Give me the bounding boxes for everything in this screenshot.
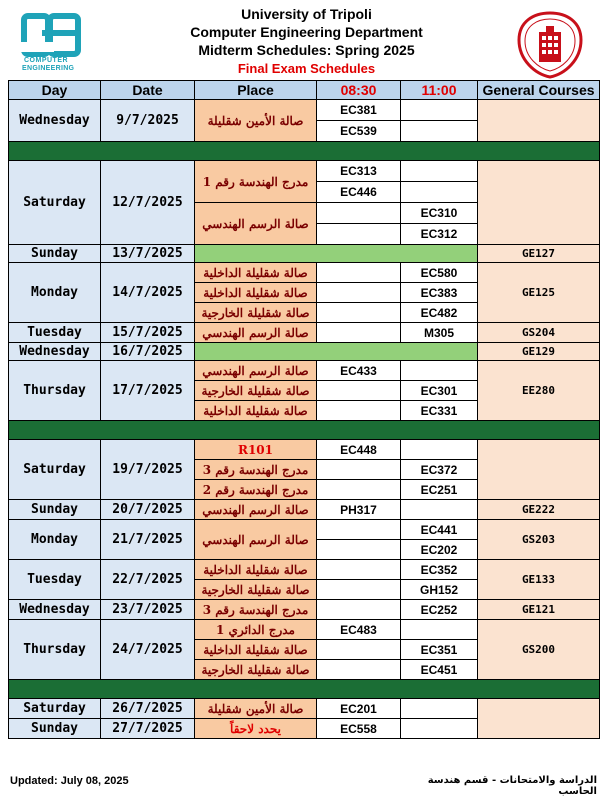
course-cell (401, 699, 478, 719)
course-cell (401, 719, 478, 739)
general-course-cell: GE121 (478, 600, 600, 620)
day-cell: Sunday (9, 719, 101, 739)
general-course-cell: GS203 (478, 520, 600, 560)
general-course-cell: GS200 (478, 620, 600, 680)
general-course-cell: EE280 (478, 361, 600, 421)
date-cell: 20/7/2025 (101, 500, 195, 520)
date-cell: 23/7/2025 (101, 600, 195, 620)
course-cell (401, 361, 478, 381)
table-row (9, 361, 600, 381)
course-cell (401, 500, 478, 520)
course-cell: M305 (401, 323, 478, 343)
table-row (9, 100, 600, 121)
table-row (9, 161, 600, 182)
place-cell: مدرج الهندسة رقم 1 (195, 161, 317, 203)
course-cell (317, 283, 401, 303)
date-cell: 12/7/2025 (101, 161, 195, 245)
course-cell: EC433 (317, 361, 401, 381)
course-cell: EC252 (401, 600, 478, 620)
course-cell (401, 100, 478, 121)
place-cell: صالة الرسم الهندسي (195, 520, 317, 560)
course-cell: EC331 (401, 401, 478, 421)
table-row (9, 500, 600, 520)
place-cell: R101 (195, 440, 317, 460)
date-cell: 17/7/2025 (101, 361, 195, 421)
place-cell: صالة الرسم الهندسي (195, 203, 317, 245)
university-name: University of Tripoli (241, 6, 372, 22)
course-cell (317, 640, 401, 660)
date-cell: 26/7/2025 (101, 699, 195, 719)
header-day: Day (9, 81, 101, 100)
course-cell (317, 600, 401, 620)
table-row (9, 699, 600, 719)
date-cell: 16/7/2025 (101, 343, 195, 361)
general-course-cell: GE127 (478, 245, 600, 263)
course-cell (401, 440, 478, 460)
course-cell (401, 182, 478, 203)
course-cell (317, 580, 401, 600)
header-date: Date (101, 81, 195, 100)
course-cell (317, 540, 401, 560)
course-cell: EC482 (401, 303, 478, 323)
course-cell: EC312 (401, 224, 478, 245)
table-header-row (9, 81, 600, 100)
table-row (9, 323, 600, 343)
place-cell: صالة شقليلة الداخلية (195, 560, 317, 580)
course-cell: PH317 (317, 500, 401, 520)
course-cell: EC580 (401, 263, 478, 283)
place-cell: صالة الرسم الهندسي (195, 500, 317, 520)
table-row (9, 343, 600, 361)
day-cell: Saturday (9, 440, 101, 500)
no-exam-cell (195, 343, 478, 361)
place-cell: صالة الأمين شقليلة (195, 100, 317, 142)
date-cell: 9/7/2025 (101, 100, 195, 142)
course-cell: EC351 (401, 640, 478, 660)
course-cell: EC448 (317, 440, 401, 460)
place-cell: صالة الرسم الهندسي (195, 361, 317, 381)
course-cell (317, 560, 401, 580)
week-separator (9, 421, 600, 440)
day-cell: Saturday (9, 699, 101, 719)
date-cell: 19/7/2025 (101, 440, 195, 500)
course-cell (317, 660, 401, 680)
general-course-cell: GE125 (478, 263, 600, 323)
place-cell: صالة شقليلة الداخلية (195, 263, 317, 283)
place-cell: صالة شقليلة الخارجية (195, 660, 317, 680)
general-course-cell: GE222 (478, 500, 600, 520)
table-row (9, 440, 600, 460)
schedule-term: Midterm Schedules: Spring 2025 (198, 42, 415, 58)
table-row (9, 600, 600, 620)
header-place: Place (195, 81, 317, 100)
day-cell: Sunday (9, 245, 101, 263)
course-cell (317, 480, 401, 500)
updated-date: Updated: July 08, 2025 (10, 775, 129, 787)
day-cell: Thursday (9, 620, 101, 680)
course-cell: EC372 (401, 460, 478, 480)
place-cell: مدرج الهندسة رقم 2 (195, 480, 317, 500)
course-cell (317, 381, 401, 401)
place-cell: صالة الأمين شقليلة (195, 699, 317, 719)
general-course-cell: GE129 (478, 343, 600, 361)
department-footer: الدراسة والامتحانات - قسم هندسة الحاسب (427, 775, 597, 797)
course-cell: EC201 (317, 699, 401, 719)
table-row (9, 560, 600, 580)
date-cell: 13/7/2025 (101, 245, 195, 263)
course-cell: EC558 (317, 719, 401, 739)
day-cell: Thursday (9, 361, 101, 421)
day-cell: Sunday (9, 500, 101, 520)
course-cell (401, 161, 478, 182)
header-time-0830: 08:30 (317, 81, 401, 100)
week-separator (9, 142, 600, 161)
general-course-cell (478, 440, 600, 500)
no-exam-cell (195, 245, 478, 263)
course-cell: EC383 (401, 283, 478, 303)
course-cell: EC313 (317, 161, 401, 182)
general-course-cell (478, 161, 600, 245)
logo-text-line2: ENGINEERING (22, 65, 75, 72)
place-cell: صالة الرسم الهندسي (195, 323, 317, 343)
course-cell (401, 620, 478, 640)
general-course-cell: GS204 (478, 323, 600, 343)
day-cell: Wednesday (9, 343, 101, 361)
course-cell (317, 303, 401, 323)
general-course-cell (478, 699, 600, 739)
course-cell: EC441 (401, 520, 478, 540)
table-row (9, 520, 600, 540)
course-cell: EC251 (401, 480, 478, 500)
course-cell: EC352 (401, 560, 478, 580)
place-cell: مدرج الدائري 1 (195, 620, 317, 640)
week-separator (9, 680, 600, 699)
day-cell: Saturday (9, 161, 101, 245)
date-cell: 24/7/2025 (101, 620, 195, 680)
place-cell: صالة شقليلة الخارجية (195, 303, 317, 323)
course-cell (317, 224, 401, 245)
course-cell (317, 263, 401, 283)
course-cell (317, 460, 401, 480)
table-row (9, 620, 600, 640)
general-course-cell (478, 100, 600, 142)
course-cell: EC539 (317, 121, 401, 142)
course-cell: EC446 (317, 182, 401, 203)
day-cell: Wednesday (9, 600, 101, 620)
date-cell: 27/7/2025 (101, 719, 195, 739)
course-cell: EC202 (401, 540, 478, 560)
date-cell: 14/7/2025 (101, 263, 195, 323)
table-row (9, 245, 600, 263)
course-cell: EC301 (401, 381, 478, 401)
course-cell: EC310 (401, 203, 478, 224)
course-cell (401, 121, 478, 142)
date-cell: 15/7/2025 (101, 323, 195, 343)
course-cell: GH152 (401, 580, 478, 600)
place-cell: صالة شقليلة الداخلية (195, 401, 317, 421)
table-row (9, 263, 600, 283)
exam-schedule-table (8, 80, 600, 739)
day-cell: Tuesday (9, 560, 101, 600)
course-cell: EC381 (317, 100, 401, 121)
header-general-courses: General Courses (478, 81, 600, 100)
date-cell: 21/7/2025 (101, 520, 195, 560)
place-cell: صالة شقليلة الداخلية (195, 283, 317, 303)
course-cell: EC451 (401, 660, 478, 680)
place-cell: صالة شقليلة الخارجية (195, 381, 317, 401)
schedule-title: Final Exam Schedules (237, 61, 376, 76)
place-cell: يحدد لاحقاً (195, 719, 317, 739)
logo-text-line1: COMPUTER (24, 57, 69, 64)
header-time-1100: 11:00 (401, 81, 478, 100)
place-cell: مدرج الهندسة رقم 3 (195, 600, 317, 620)
date-cell: 22/7/2025 (101, 560, 195, 600)
course-cell (317, 520, 401, 540)
day-cell: Wednesday (9, 100, 101, 142)
course-cell (317, 401, 401, 421)
general-course-cell: GE133 (478, 560, 600, 600)
place-cell: مدرج الهندسة رقم 3 (195, 460, 317, 480)
day-cell: Monday (9, 520, 101, 560)
course-cell (317, 203, 401, 224)
department-name: Computer Engineering Department (190, 24, 423, 40)
course-cell: EC483 (317, 620, 401, 640)
place-cell: صالة شقليلة الخارجية (195, 580, 317, 600)
course-cell (317, 323, 401, 343)
day-cell: Monday (9, 263, 101, 323)
place-cell: صالة شقليلة الداخلية (195, 640, 317, 660)
day-cell: Tuesday (9, 323, 101, 343)
